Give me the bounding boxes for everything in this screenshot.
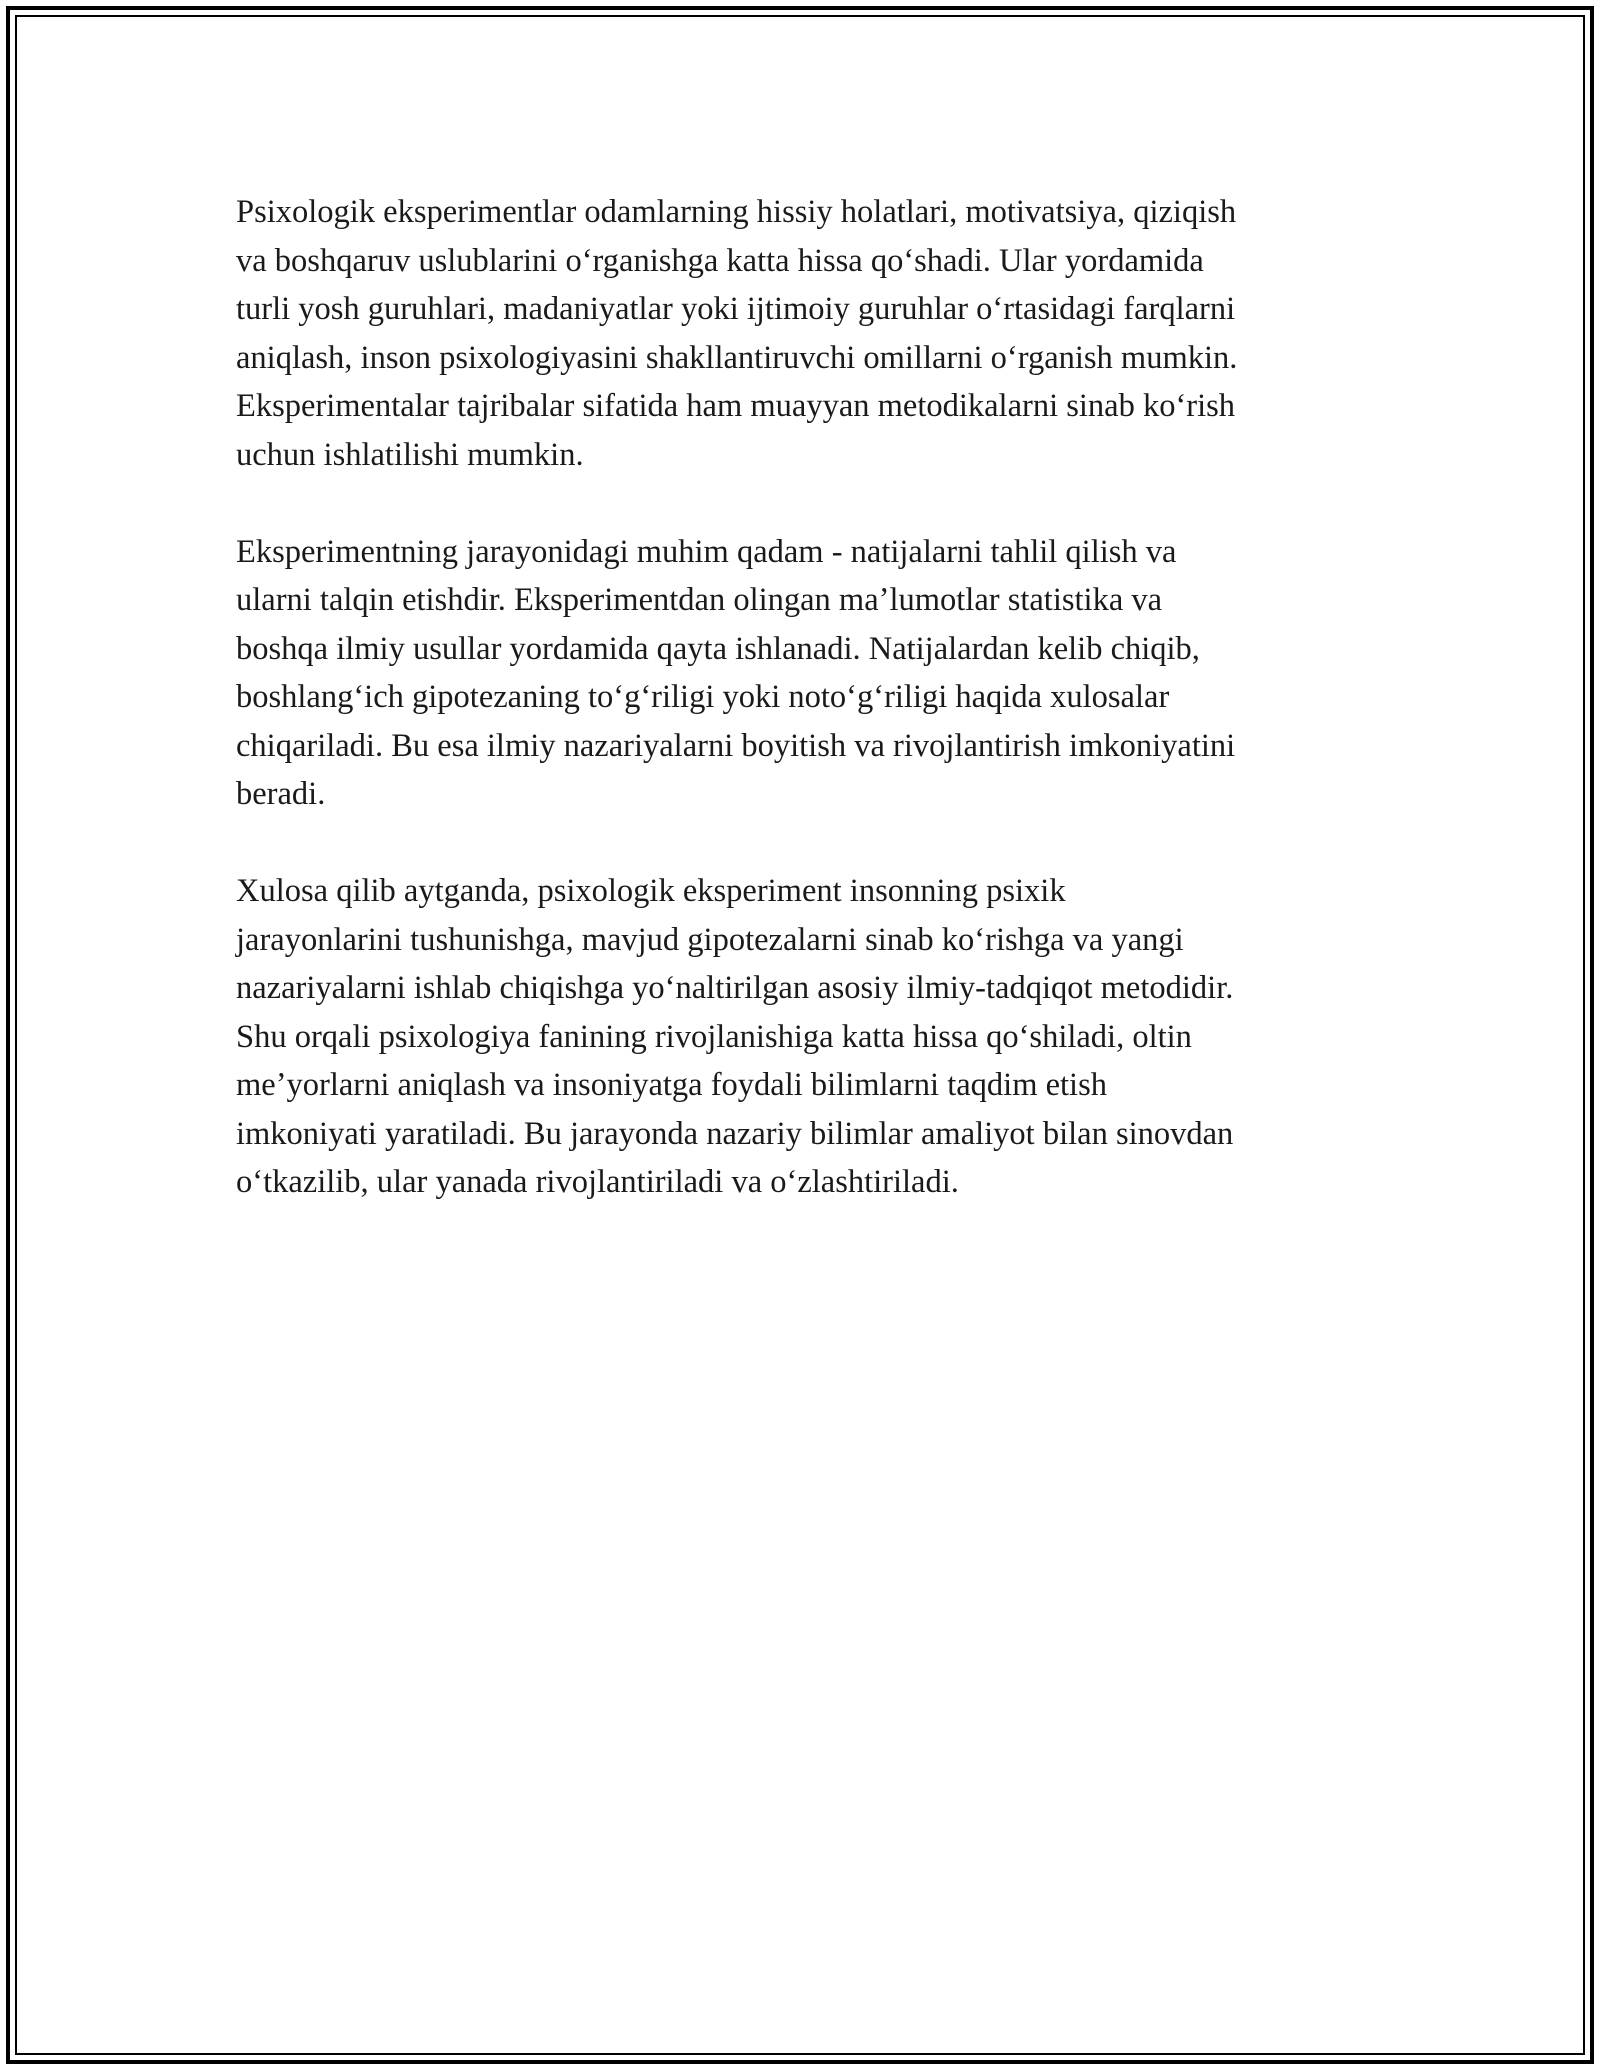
- text-line: meʼyorlarni aniqlash va insoniyatga foydali bilimlarni taqdim etish: [236, 1067, 1107, 1103]
- text-line: turli yosh guruhlari, madaniyatlar yoki ijtimoiy guruhlar oʻrtasidagi farqlarni: [236, 291, 1236, 327]
- text-line: beradi.: [236, 776, 326, 812]
- text-line: boshqa ilmiy usullar yordamida qayta ishlanadi. Natijalardan kelib chiqib,: [236, 630, 1200, 667]
- text-line: Xulosa qilib aytganda, psixologik eksperiment insonning psixik: [236, 873, 1066, 909]
- paragraph-3: [236, 867, 1371, 1207]
- text-line: ularni talqin etishdir. Eksperimentdan olingan maʼlumotlar statistika va: [236, 582, 1163, 618]
- text-line: jarayonlarini tushunishga, mavjud gipotezalarni sinab koʻrishga va yangi: [236, 921, 1184, 958]
- document-body: [236, 188, 1371, 1255]
- paragraph-2: [236, 528, 1371, 819]
- text-line: boshlangʻich gipotezaning toʻgʻriligi yoki notoʻgʻriligi haqida xulosalar: [236, 679, 1170, 715]
- text-line: Eksperimentalar tajribalar sifatida ham muayyan metodikalarni sinab koʻrish: [236, 388, 1236, 424]
- text-line: Eksperimentning jarayonidagi muhim qadam - natijalarni tahlil qilish va: [236, 533, 1177, 570]
- text-line: aniqlash, inson psixologiyasini shakllantiruvchi omillarni oʻrganish mumkin.: [236, 339, 1238, 376]
- text-line: uchun ishlatilishi mumkin.: [236, 436, 584, 473]
- paragraph-1: [236, 188, 1371, 479]
- text-line: oʻtkazilib, ular yanada rivojlantiriladi va oʻzlashtiriladi.: [236, 1164, 959, 1200]
- text-line: va boshqaruv uslublarini oʻrganishga katta hissa qoʻshadi. Ular yordamida: [236, 242, 1204, 279]
- text-line: nazariyalarni ishlab chiqishga yoʻnaltirilgan asosiy ilmiy-tadqiqot metodidir.: [236, 970, 1234, 1006]
- text-line: Shu orqali psixologiya fanining rivojlanishiga katta hissa qoʻshiladi, oltin: [236, 1018, 1192, 1055]
- text-line: imkoniyati yaratiladi. Bu jarayonda nazariy bilimlar amaliyot bilan sinovdan: [236, 1115, 1234, 1152]
- text-line: Psixologik eksperimentlar odamlarning hissiy holatlari, motivatsiya, qiziqish: [236, 194, 1237, 230]
- text-line: chiqariladi. Bu esa ilmiy nazariyalarni boyitish va rivojlantirish imkoniyatini: [236, 727, 1236, 764]
